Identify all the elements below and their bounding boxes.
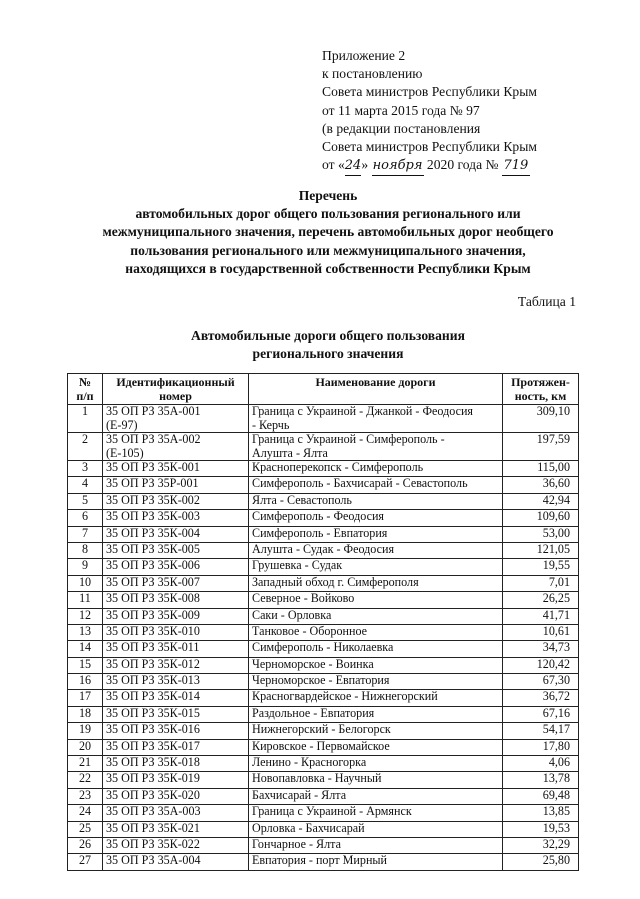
cell-road-name: Симферополь - Бахчисарай - Севастополь bbox=[249, 477, 503, 493]
cell-id: 35 ОП РЗ 35К-003 bbox=[103, 510, 249, 526]
appendix-line: к постановлению bbox=[322, 66, 423, 82]
document-title bbox=[48, 187, 608, 278]
cell-length: 34,73 bbox=[503, 641, 579, 657]
cell-number: 7 bbox=[68, 526, 103, 542]
cell-number: 22 bbox=[68, 772, 103, 788]
table-row bbox=[68, 854, 579, 870]
cell-number: 10 bbox=[68, 575, 103, 591]
cell-number: 27 bbox=[68, 854, 103, 870]
cell-id: 35 ОП РЗ 35К-014 bbox=[103, 690, 249, 706]
cell-road-name: Раздольное - Евпатория bbox=[249, 706, 503, 722]
table-row bbox=[68, 706, 579, 722]
cell-id: 35 ОП РЗ 35К-011 bbox=[103, 641, 249, 657]
cell-number: 16 bbox=[68, 674, 103, 690]
cell-number: 1 bbox=[68, 405, 103, 433]
cell-road-name: Ялта - Севастополь bbox=[249, 493, 503, 509]
table-row bbox=[68, 821, 579, 837]
cell-id: 35 ОП РЗ 35К-017 bbox=[103, 739, 249, 755]
cell-length: 13,85 bbox=[503, 805, 579, 821]
table-row bbox=[68, 493, 579, 509]
appendix-line: Совета министров Республики Крым bbox=[322, 84, 537, 100]
cell-id: 35 ОП РЗ 35К-019 bbox=[103, 772, 249, 788]
date-prefix: от « bbox=[322, 157, 345, 173]
cell-number: 9 bbox=[68, 559, 103, 575]
table-row bbox=[68, 723, 579, 739]
cell-id: 35 ОП РЗ 35К-004 bbox=[103, 526, 249, 542]
table-header-row bbox=[68, 374, 579, 405]
cell-road-name: Ленино - Красногорка bbox=[249, 756, 503, 772]
cell-road-name: Орловка - Бахчисарай bbox=[249, 821, 503, 837]
cell-id: 35 ОП РЗ 35Р-001 bbox=[103, 477, 249, 493]
cell-id: 35 ОП РЗ 35К-009 bbox=[103, 608, 249, 624]
date-year: 2020 года № bbox=[426, 157, 499, 173]
handwritten-number: 719 bbox=[502, 157, 530, 176]
table-row bbox=[68, 805, 579, 821]
appendix-line: от 11 марта 2015 года № 97 bbox=[322, 102, 480, 118]
table-row bbox=[68, 739, 579, 755]
cell-length: 36,72 bbox=[503, 690, 579, 706]
cell-number: 20 bbox=[68, 739, 103, 755]
cell-length: 41,71 bbox=[503, 608, 579, 624]
cell-length: 36,60 bbox=[503, 477, 579, 493]
cell-road-name: Граница с Украиной - Джанкой - Феодосия - Керчь bbox=[249, 405, 503, 433]
cell-number: 6 bbox=[68, 510, 103, 526]
cell-number: 13 bbox=[68, 624, 103, 640]
table-label: Таблица 1 bbox=[517, 294, 576, 309]
cell-road-name: Алушта - Судак - Феодосия bbox=[249, 542, 503, 558]
title-line: пользования регионального или межмуниципального значения, bbox=[130, 242, 526, 258]
cell-length: 17,80 bbox=[503, 739, 579, 755]
cell-road-name: Западный обход г. Симферополя bbox=[249, 575, 503, 591]
table-row bbox=[68, 624, 579, 640]
cell-number: 19 bbox=[68, 723, 103, 739]
cell-number: 17 bbox=[68, 690, 103, 706]
cell-length: 121,05 bbox=[503, 542, 579, 558]
cell-road-name: Бахчисарай - Ялта bbox=[249, 788, 503, 804]
cell-length: 42,94 bbox=[503, 493, 579, 509]
table-row bbox=[68, 526, 579, 542]
table-title-line: Автомобильные дороги общего пользования bbox=[191, 328, 465, 343]
cell-id: 35 ОП РЗ 35К-015 bbox=[103, 706, 249, 722]
cell-id: 35 ОП РЗ 35А-001 (Е-97) bbox=[103, 405, 249, 433]
cell-road-name: Саки - Орловка bbox=[249, 608, 503, 624]
cell-id: 35 ОП РЗ 35К-018 bbox=[103, 756, 249, 772]
date-middle: » bbox=[361, 157, 369, 173]
table-row bbox=[68, 510, 579, 526]
cell-number: 12 bbox=[68, 608, 103, 624]
cell-number: 24 bbox=[68, 805, 103, 821]
table-row bbox=[68, 690, 579, 706]
table-row bbox=[68, 461, 579, 477]
appendix-line: (в редакции постановления bbox=[322, 120, 481, 136]
cell-number: 11 bbox=[68, 592, 103, 608]
cell-length: 13,78 bbox=[503, 772, 579, 788]
cell-length: 4,06 bbox=[503, 756, 579, 772]
cell-road-name: Нижнегорский - Белогорск bbox=[249, 723, 503, 739]
title-line: межмуниципального значения, перечень автомобильных дорог необщего bbox=[102, 224, 554, 240]
cell-number: 18 bbox=[68, 706, 103, 722]
cell-road-name: Северное - Войково bbox=[249, 592, 503, 608]
table-row bbox=[68, 405, 579, 433]
appendix-date-line bbox=[322, 156, 537, 176]
cell-id: 35 ОП РЗ 35А-003 bbox=[103, 805, 249, 821]
cell-road-name: Танковое - Оборонное bbox=[249, 624, 503, 640]
cell-id: 35 ОП РЗ 35К-007 bbox=[103, 575, 249, 591]
cell-id: 35 ОП РЗ 35К-005 bbox=[103, 542, 249, 558]
cell-length: 32,29 bbox=[503, 837, 579, 853]
cell-id: 35 ОП РЗ 35К-016 bbox=[103, 723, 249, 739]
appendix-line: Совета министров Республики Крым bbox=[322, 139, 537, 155]
cell-number: 25 bbox=[68, 821, 103, 837]
cell-number: 21 bbox=[68, 756, 103, 772]
cell-road-name: Симферополь - Николаевка bbox=[249, 641, 503, 657]
cell-id: 35 ОП РЗ 35К-022 bbox=[103, 837, 249, 853]
table-row bbox=[68, 837, 579, 853]
cell-number: 23 bbox=[68, 788, 103, 804]
table-row bbox=[68, 433, 579, 461]
cell-length: 67,30 bbox=[503, 674, 579, 690]
table-row bbox=[68, 788, 579, 804]
cell-length: 7,01 bbox=[503, 575, 579, 591]
table-row bbox=[68, 477, 579, 493]
cell-id: 35 ОП РЗ 35К-010 bbox=[103, 624, 249, 640]
cell-length: 115,00 bbox=[503, 461, 579, 477]
cell-road-name: Симферополь - Феодосия bbox=[249, 510, 503, 526]
title-line: автомобильных дорог общего пользования регионального или bbox=[135, 206, 521, 222]
table-row bbox=[68, 559, 579, 575]
roads-table bbox=[67, 373, 579, 871]
cell-length: 25,80 bbox=[503, 854, 579, 870]
cell-number: 26 bbox=[68, 837, 103, 853]
header-road-name: Наименование дороги bbox=[249, 374, 503, 405]
cell-id: 35 ОП РЗ 35К-002 bbox=[103, 493, 249, 509]
handwritten-day: 24 bbox=[345, 157, 362, 176]
cell-length: 19,53 bbox=[503, 821, 579, 837]
cell-road-name: Грушевка - Судак bbox=[249, 559, 503, 575]
table-row bbox=[68, 641, 579, 657]
cell-number: 14 bbox=[68, 641, 103, 657]
table-row bbox=[68, 542, 579, 558]
cell-length: 69,48 bbox=[503, 788, 579, 804]
cell-id: 35 ОП РЗ 35К-012 bbox=[103, 657, 249, 673]
title-line: находящихся в государственной собственности Республики Крым bbox=[125, 260, 531, 276]
table-row bbox=[68, 575, 579, 591]
cell-road-name: Красноперекопск - Симферополь bbox=[249, 461, 503, 477]
cell-id: 35 ОП РЗ 35А-002 (Е-105) bbox=[103, 433, 249, 461]
cell-length: 120,42 bbox=[503, 657, 579, 673]
cell-road-name: Красногвардейское - Нижнегорский bbox=[249, 690, 503, 706]
cell-id: 35 ОП РЗ 35К-006 bbox=[103, 559, 249, 575]
cell-road-name: Евпатория - порт Мирный bbox=[249, 854, 503, 870]
cell-length: 10,61 bbox=[503, 624, 579, 640]
cell-length: 54,17 bbox=[503, 723, 579, 739]
cell-number: 2 bbox=[68, 433, 103, 461]
appendix-line: Приложение 2 bbox=[322, 48, 406, 63]
cell-road-name: Симферополь - Евпатория bbox=[249, 526, 503, 542]
cell-number: 3 bbox=[68, 461, 103, 477]
header-length: Протяжен- ность, км bbox=[503, 374, 579, 405]
table-title-line: регионального значения bbox=[252, 346, 404, 361]
header-number: № п/п bbox=[68, 374, 103, 405]
cell-id: 35 ОП РЗ 35К-001 bbox=[103, 461, 249, 477]
table-title bbox=[48, 327, 608, 363]
cell-number: 8 bbox=[68, 542, 103, 558]
header-id: Идентификационный номер bbox=[103, 374, 249, 405]
cell-id: 35 ОП РЗ 35К-021 bbox=[103, 821, 249, 837]
cell-road-name: Новопавловка - Научный bbox=[249, 772, 503, 788]
cell-number: 5 bbox=[68, 493, 103, 509]
cell-length: 26,25 bbox=[503, 592, 579, 608]
table-row bbox=[68, 674, 579, 690]
cell-id: 35 ОП РЗ 35К-008 bbox=[103, 592, 249, 608]
cell-length: 197,59 bbox=[503, 433, 579, 461]
cell-id: 35 ОП РЗ 35К-020 bbox=[103, 788, 249, 804]
cell-number: 4 bbox=[68, 477, 103, 493]
table-row bbox=[68, 657, 579, 673]
table-row bbox=[68, 772, 579, 788]
cell-length: 109,60 bbox=[503, 510, 579, 526]
cell-length: 53,00 bbox=[503, 526, 579, 542]
cell-length: 309,10 bbox=[503, 405, 579, 433]
cell-road-name: Граница с Украиной - Симферополь - Алушта - Ялта bbox=[249, 433, 503, 461]
title-line: Перечень bbox=[298, 188, 358, 203]
cell-road-name: Гончарное - Ялта bbox=[249, 837, 503, 853]
handwritten-month: ноября bbox=[372, 157, 424, 176]
table-row bbox=[68, 608, 579, 624]
cell-road-name: Кировское - Первомайское bbox=[249, 739, 503, 755]
cell-length: 19,55 bbox=[503, 559, 579, 575]
table-row bbox=[68, 756, 579, 772]
cell-length: 67,16 bbox=[503, 706, 579, 722]
cell-road-name: Черноморское - Воинка bbox=[249, 657, 503, 673]
appendix-block bbox=[322, 47, 537, 176]
cell-number: 15 bbox=[68, 657, 103, 673]
cell-id: 35 ОП РЗ 35К-013 bbox=[103, 674, 249, 690]
cell-road-name: Черноморское - Евпатория bbox=[249, 674, 503, 690]
table-row bbox=[68, 592, 579, 608]
cell-road-name: Граница с Украиной - Армянск bbox=[249, 805, 503, 821]
cell-id: 35 ОП РЗ 35А-004 bbox=[103, 854, 249, 870]
